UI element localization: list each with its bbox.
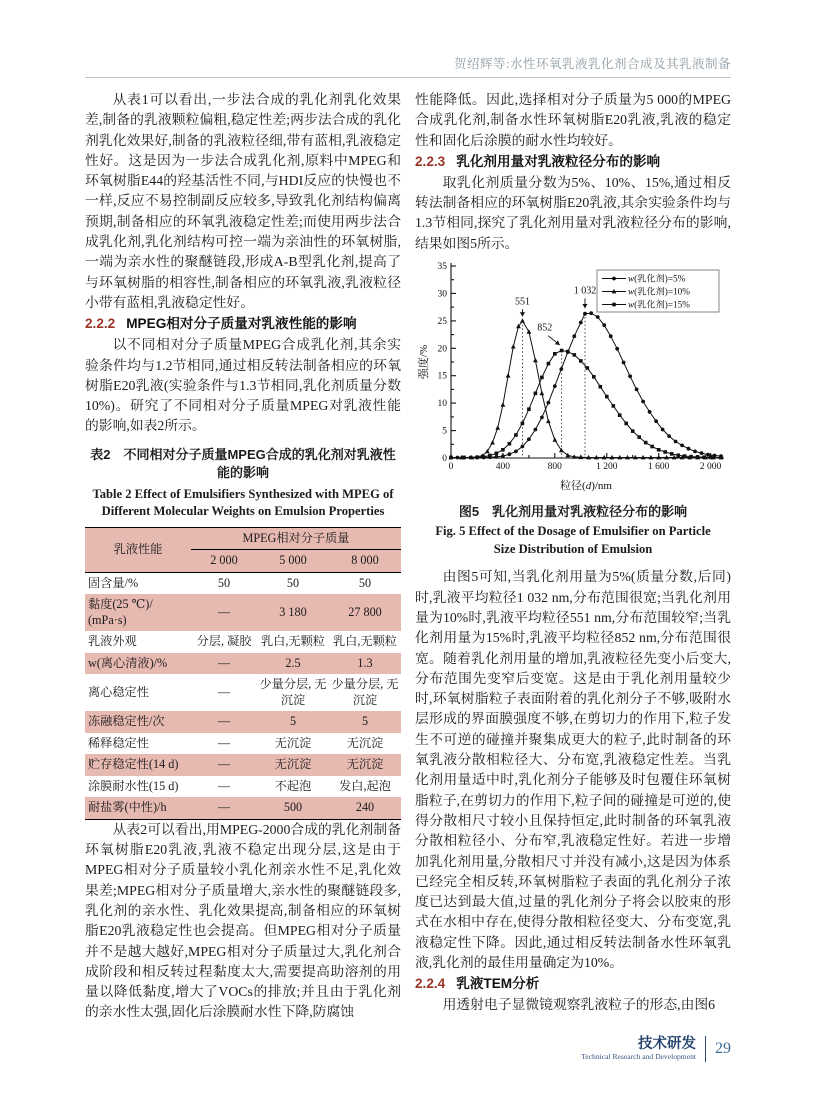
section-number: 2.2.4 bbox=[415, 976, 446, 992]
row-value: — bbox=[217, 655, 231, 670]
footer-section-zh: 技术研发 bbox=[638, 1036, 696, 1052]
table-row bbox=[85, 711, 401, 733]
row-label: 离心稳定性 bbox=[88, 685, 149, 699]
row-value: 无沉淀 bbox=[346, 757, 384, 772]
row-label: 稀释稳定性 bbox=[88, 735, 149, 750]
paragraph: 取乳化剂质量分数为5%、10%、15%,通过相反转法制备相应的环氧树脂E20乳液,其余实验条件均与1.3节相同,探究了乳化剂用量对乳液粒径分布的影响,结果如图5所示。 bbox=[415, 174, 731, 251]
page-number: 29 bbox=[715, 1040, 731, 1057]
row-label: 冻融稳定性/次 bbox=[88, 714, 165, 729]
row-value: 1.3 bbox=[357, 655, 373, 670]
paragraph: 从表2可以看出,用MPEG-2000合成的乳化剂制备环氧树脂E20乳液,乳液不稳定出现分层,这是由于MPEG相对分子质量较小乳化剂亲水性不足,乳化效果差;MPEG相对分子质量增大,亲水性的聚醚链段多,乳化剂的亲水性、乳化效果提高,制备相应的环氧树脂E20乳液稳定性也会提高。但MPEG相对分子质量并不是越大越好,MPEG相对分子质量过大,乳化剂合成阶段和相反转过程黏度太大,需要提高助溶剂的用量以降低黏度,增大了VOCs的排放;并且由于乳化剂的亲水性太强,固化后涂膜耐水性下降,防腐蚀 bbox=[85, 821, 401, 1020]
series-line-0 bbox=[451, 313, 721, 457]
table-row bbox=[85, 594, 401, 631]
row-value: — bbox=[217, 800, 231, 815]
figure5 bbox=[415, 258, 731, 558]
svg-text:20: 20 bbox=[437, 344, 447, 355]
row-value: 少量分层, 无沉淀 bbox=[331, 677, 399, 707]
svg-text:2 000: 2 000 bbox=[699, 462, 722, 473]
svg-text:25: 25 bbox=[437, 316, 447, 327]
peak-label: 1 032 bbox=[573, 285, 597, 297]
left-column bbox=[85, 90, 401, 1023]
header-divider bbox=[85, 77, 731, 78]
section-heading-2-2-3 bbox=[415, 152, 731, 172]
paragraph: 由图5可知,当乳化剂用量为5%(质量分数,后同)时,乳液平均粒径1 032 nm,分布范围很宽;当乳化剂用量为10%时,乳液平均粒径551 nm,分布范围较窄;当乳化剂用量为15%时,乳液平均粒径852 nm,分布范围很宽。随着乳化剂用量的增加,乳液粒径先变小后变大,分布范围先变窄后变宽。这是由于乳化剂用量较少时,环氧树脂粒子表面附着的乳化剂分子不够,吸附水层形成的界面膜强度不够,在剪切力的作用下,粒子发生不可逆的碰撞并聚集成更大的粒子,此时制备的环氧乳液分散相粒径大、分布宽,乳液稳定性差。当乳化剂用量适中时,乳化剂分子能够及时包覆住环氧树脂粒子,在剪切力的作用下,粒子间的碰撞是可逆的,使得分散相尺寸较小且保持恒定,此时制备的环氧乳液分散相粒径小、分布窄,乳液稳定性好。若进一步增加乳化剂用量,分散相尺寸并没有减小,这是因为体系已经完全相反转,环氧树脂粒子表面的乳化剂分子浓度已达到最大值,过量的乳化剂分子将会以胶束的形式在水相中存在,使得分散相粒径变大、分布变宽,乳液稳定性下降。因此,通过相反转法制备水性环氧乳液,乳化剂的最佳用量确定为10%。 bbox=[415, 569, 731, 971]
row-label: 涂膜耐水性(15 d) bbox=[88, 778, 179, 793]
row-value: 50 bbox=[358, 575, 372, 590]
table2-header-col3: 8 000 bbox=[329, 550, 401, 573]
table2-header-col2: 5 000 bbox=[257, 550, 329, 573]
table-row bbox=[85, 797, 401, 819]
row-label: 固含量/% bbox=[88, 575, 139, 590]
x-axis-label: 粒径(d)/nm bbox=[560, 480, 612, 493]
peak-label: 551 bbox=[515, 296, 530, 308]
table2-header-col1: 2 000 bbox=[191, 550, 257, 573]
row-value: 5 bbox=[289, 714, 297, 729]
legend-entry: w(乳化剂)=10% bbox=[628, 286, 690, 297]
table2-body bbox=[85, 572, 401, 819]
row-value: 发白,起泡 bbox=[339, 778, 391, 793]
section-heading-2-2-4 bbox=[415, 974, 731, 994]
row-value: 5 bbox=[361, 714, 369, 729]
y-axis-label: 强度/% bbox=[418, 344, 430, 380]
paragraph: 性能降低。因此,选择相对分子质量为5 000的MPEG合成乳化剂,制备水性环氧树脂E20乳液,乳液的稳定性和固化后涂膜的耐水性均较好。 bbox=[415, 92, 731, 148]
table2-caption-en: Table 2 Effect of Emulsifiers Synthesized with MPEG of Different Molecular Weights on Emulsion Properties bbox=[92, 486, 394, 519]
section-title: 乳化剂用量对乳液粒径分布的影响 bbox=[456, 153, 661, 169]
row-value: — bbox=[217, 605, 231, 619]
row-value: 2.5 bbox=[285, 655, 301, 670]
row-value: 240 bbox=[355, 800, 375, 815]
svg-text:1 600: 1 600 bbox=[648, 462, 670, 473]
row-value: 无沉淀 bbox=[274, 757, 312, 772]
svg-text:400: 400 bbox=[495, 462, 511, 473]
row-value: — bbox=[217, 735, 231, 750]
table-row bbox=[85, 776, 401, 798]
svg-text:5: 5 bbox=[442, 426, 447, 437]
svg-text:1 200: 1 200 bbox=[596, 462, 618, 473]
row-value: 50 bbox=[217, 575, 231, 590]
series-line-1 bbox=[451, 321, 721, 458]
row-value: — bbox=[217, 778, 231, 793]
figure5-caption-en: Fig. 5 Effect of the Dosage of Emulsifier on Particle Size Distribution of Emulsion bbox=[435, 524, 711, 556]
svg-text:30: 30 bbox=[437, 289, 447, 300]
row-value: 无沉淀 bbox=[346, 735, 384, 750]
row-value: 乳白,无颗粒 bbox=[261, 634, 325, 649]
footer bbox=[581, 1036, 731, 1062]
svg-text:800: 800 bbox=[547, 462, 562, 473]
footer-section bbox=[581, 1036, 706, 1062]
section-number: 2.2.2 bbox=[85, 316, 116, 332]
section-title: 乳液TEM分析 bbox=[456, 976, 540, 992]
table2 bbox=[85, 527, 401, 820]
svg-text:15: 15 bbox=[437, 371, 447, 382]
section-number: 2.2.3 bbox=[415, 153, 446, 169]
table2-header-group: MPEG相对分子质量 bbox=[191, 527, 401, 550]
table-row bbox=[85, 733, 401, 755]
right-column bbox=[415, 90, 731, 1016]
row-label: w(离心清液)/% bbox=[88, 655, 168, 670]
svg-text:0: 0 bbox=[442, 454, 447, 465]
row-value: — bbox=[217, 714, 231, 729]
section-title: MPEG相对分子质量对乳液性能的影响 bbox=[126, 316, 357, 332]
row-value: — bbox=[217, 685, 231, 699]
row-value: 乳白,无颗粒 bbox=[333, 634, 397, 649]
table-row bbox=[85, 653, 401, 675]
row-label: 乳液外观 bbox=[88, 634, 137, 649]
peak-label: 852 bbox=[537, 322, 553, 334]
row-label: 耐盐雾(中性)/h bbox=[88, 800, 167, 815]
table2-caption-zh: 表2 不同相对分子质量MPEG合成的乳化剂对乳液性能的影响 bbox=[90, 446, 396, 481]
paragraph: 从表1可以看出,一步法合成的乳化剂乳化效果差,制备的乳液颗粒偏粗,稳定性差;两步法合成的乳化剂乳化效果好,制备的乳液粒径细,带有蓝相,乳液稳定性好。这是因为一步法合成乳化剂,原料中MPEG和环氧树脂E44的羟基活性不同,与HDI反应的快慢也不一样,反应不易控制副反应较多,导致乳化剂结构偏离预期,制备相应的环氧乳液稳定性差;而使用两步法合成乳化剂,乳化剂结构可控一端为亲油性的环氧树脂,一端为亲水性的聚醚链段,形成A-B型乳化剂,提高了与环氧树脂的相容性,制备相应的环氧乳液,乳液粒径小带有蓝相,乳液稳定性好。 bbox=[85, 92, 401, 310]
particle-size-chart bbox=[417, 258, 729, 492]
row-value: 无沉淀 bbox=[274, 735, 312, 750]
row-value: 不起泡 bbox=[274, 778, 312, 793]
legend-entry: w(乳化剂)=5% bbox=[628, 273, 686, 284]
row-label: 黏度(25 ℃)/ (mPa·s) bbox=[88, 597, 153, 627]
running-head-title: 贺绍辉等:水性环氧乳液乳化剂合成及其乳液制备 bbox=[454, 57, 731, 71]
row-label: 贮存稳定性(14 d) bbox=[88, 757, 179, 772]
row-value: 500 bbox=[283, 800, 303, 815]
table-row bbox=[85, 754, 401, 776]
svg-text:0: 0 bbox=[448, 462, 454, 473]
table-row bbox=[85, 674, 401, 711]
row-value: 分层, 凝胶 bbox=[196, 634, 252, 649]
row-value: 少量分层, 无沉淀 bbox=[259, 677, 327, 707]
table-row bbox=[85, 631, 401, 653]
svg-text:35: 35 bbox=[437, 262, 447, 273]
section-heading-2-2-2 bbox=[85, 314, 401, 334]
row-value: 3 180 bbox=[279, 605, 307, 619]
row-value: 50 bbox=[286, 575, 300, 590]
figure5-caption-zh: 图5 乳化剂用量对乳液粒径分布的影响 bbox=[458, 504, 688, 520]
legend-entry: w(乳化剂)=15% bbox=[628, 299, 690, 310]
row-value: 27 800 bbox=[348, 605, 382, 619]
svg-text:10: 10 bbox=[437, 399, 447, 410]
paragraph: 以不同相对分子质量MPEG合成乳化剂,其余实验条件均与1.2节相同,通过相反转法制备相应的环氧树脂E20乳液(实验条件与1.3节相同,乳化剂质量分数10%)。研究了不同相对分子质量MPEG对乳液性能的影响,如表2所示。 bbox=[85, 337, 401, 434]
footer-section-en: Technical Research and Development bbox=[581, 1052, 696, 1061]
row-value: — bbox=[217, 757, 231, 772]
table2-header bbox=[85, 527, 401, 572]
table-row bbox=[85, 572, 401, 594]
table2-header-col0: 乳液性能 bbox=[85, 527, 191, 572]
paragraph: 用透射电子显微镜观察乳液粒子的形态,由图6 bbox=[442, 997, 716, 1013]
figure5-chart bbox=[415, 258, 731, 498]
